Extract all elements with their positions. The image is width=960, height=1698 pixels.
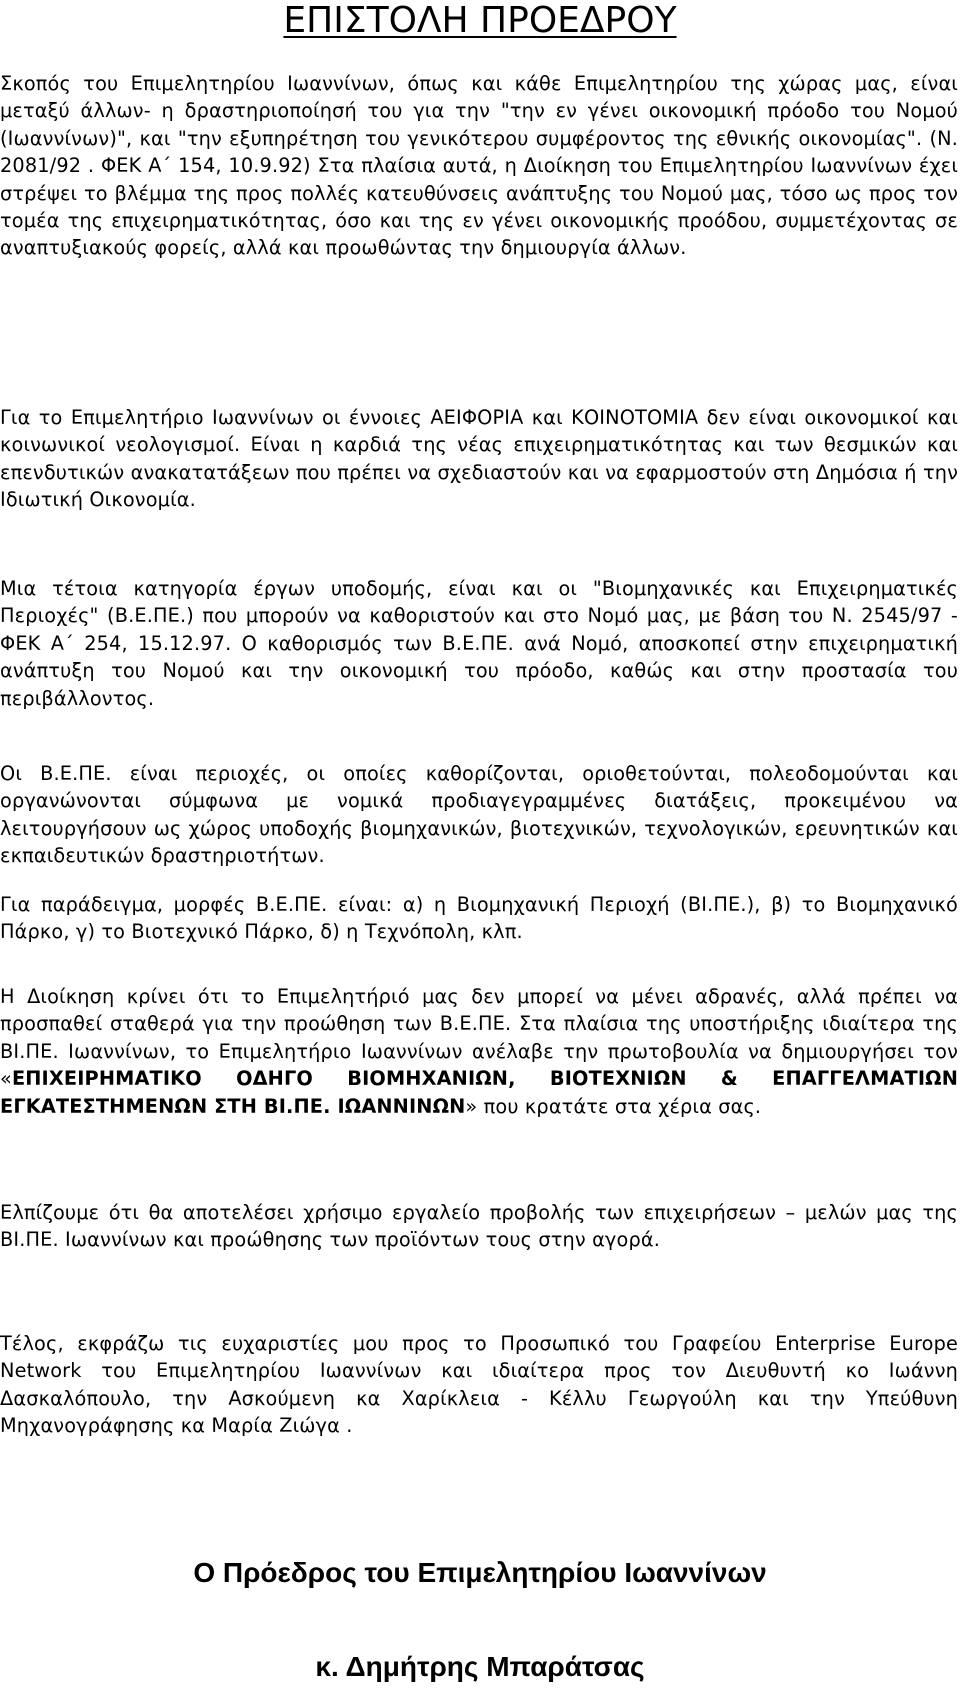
page-title-text: ΕΠΙΣΤΟΛΗ ΠΡΟΕΔΡΟΥ <box>283 0 677 41</box>
paragraph-thanks: Τέλος, εκφράζω τις ευχαριστίες μου προς το Προσωπικό του Γραφείου Enterprise Europe Network του Επιμελητηρίου Ιωαννίνων και ιδιαίτερα προς τον Διευθυντή κο Ιωάννη Δασκαλόπουλο, την Ασκούμενη κα Χαρίκλεια - Κέλλυ Γεωργούλη και την Υπεύθυνη Μηχανογράφησης κα Μαρία Ζιώγα . <box>0 1332 958 1438</box>
signature-role: Ο Πρόεδρος του Επιμελητηρίου Ιωαννίνων <box>193 1557 767 1588</box>
paragraph-purpose: Σκοπός του Επιμελητηρίου Ιωαννίνων, όπως και κάθε Επιμελητηρίου της χώρας μας, είναι μεταξύ άλλων- η δραστηριοποίησή του για την "την εν γένει οικονομική πρόοδο του Νομού (Ιωαννίνων)", και "την εξυπηρέτηση του γενικότερου συμφέροντος της εθνικής οικονομίας". (Ν. 2081/92 . ΦΕΚ Α΄ 154, 10.9.92) Στα πλαίσια αυτά, η Διοίκηση του Επιμελητηρίου Ιωαννίνων έχει στρέψει το βλέμμα της προς πολλές κατευθύνσεις ανάπτυξης του Νομού μας, τόσο ως προς τον τομέα της επιχειρηματικότητας, όσο και της εν γένει οικονομικής προόδου, συμμετέχοντας σε αναπτυξιακούς φορείς, αλλά και προωθώντας την δημιουργία άλλων. <box>0 72 958 260</box>
paragraph-sustainability: Για το Επιμελητήριο Ιωαννίνων οι έννοιες ΑΕΙΦΟΡΙΑ και ΚΟΙΝΟΤΟΜΙΑ δεν είναι οικονομικοί και κοινωνικοί νεολογισμοί. Είναι η καρδιά της νέας επιχειρηματικότητας και των θεσμικών και επενδυτικών ανακατατάξεων που πρέπει να σχεδιαστούν και να εφαρμοστούν στη Δημόσια ή την Ιδιωτική Οικονομία. <box>0 406 958 512</box>
paragraph-bepe-areas: Οι Β.Ε.ΠΕ. είναι περιοχές, οι οποίες καθορίζονται, οριοθετούνται, πολεοδομούνται και οργανώνονται σύμφωνα με νομικά προδιαγεγραμμένες διατάξεις, προκειμένου να λειτουργήσουν ως χώρος υποδοχής βιομηχανικών, βιοτεχνικών, τεχνολογικών, ερευνητικών και εκπαιδευτικών δραστηριοτήτων. <box>0 762 958 868</box>
page-title <box>0 0 960 42</box>
paragraph-bepe-definition: Μια τέτοια κατηγορία έργων υποδομής, είναι και οι "Βιομηχανικές και Επιχειρηματικές Περιοχές" (Β.Ε.ΠΕ.) που μπορούν να καθοριστούν και στο Νομό μας, με βάση του Ν. 2545/97 - ΦΕΚ Α΄ 254, 15.12.97. Ο καθορισμός των Β.Ε.ΠΕ. ανά Νομό, αποσκοπεί στην επιχειρηματική ανάπτυξη του Νομού και την οικονομική του πρόοδο, καθώς και στην προστασία του περιβάλλοντος. <box>0 577 958 710</box>
paragraph-hope: Ελπίζουμε ότι θα αποτελέσει χρήσιμο εργαλείο προβολής των επιχειρήσεων – μελών μας της ΒΙ.ΠΕ. Ιωαννίνων και προώθησης των προϊόντων τους στην αγορά. <box>0 1201 958 1252</box>
paragraph-bepe-examples: Για παράδειγμα, μορφές Β.Ε.ΠΕ. είναι: α) η Βιομηχανική Περιοχή (ΒΙ.ΠΕ.), β) το Βιομηχανικό Πάρκο, γ) το Βιοτεχνικό Πάρκο, δ) η Τεχνόπολη, κλπ. <box>0 893 958 944</box>
signature-name: κ. Δημήτρης Μπαράτσας <box>315 1651 645 1682</box>
initiative-text-end: » που κρατάτε στα χέρια σας. <box>465 1094 762 1118</box>
guide-title: ΕΠΙΧΕΙΡΗΜΑΤΙΚΟ ΟΔΗΓΟ ΒΙΟΜΗΧΑΝΙΩΝ, ΒΙΟΤΕΧΝΙΩΝ & ΕΠΑΓΓΕΛΜΑΤΙΩΝ ΕΓΚΑΤΕΣΤΗΜΕΝΩΝ ΣΤΗ ΒΙ.ΠΕ. ΙΩΑΝΝΙΝΩΝ <box>0 1067 958 1118</box>
initiative-text-start: Η Διοίκηση κρίνει ότι το Επιμελητήριό μας δεν μπορεί να μένει αδρανές, αλλά πρέπει να προσπαθεί σταθερά για την προώθηση των Β.Ε.ΠΕ. Στα πλαίσια της υποστήριξης ιδιαίτερα της ΒΙ.ΠΕ. Ιωαννίνων, το Επιμελητήριο Ιωαννίνων ανέλαβε την πρωτοβουλία να δημιουργήσει τον « <box>0 985 958 1091</box>
paragraph-initiative <box>0 983 958 1120</box>
